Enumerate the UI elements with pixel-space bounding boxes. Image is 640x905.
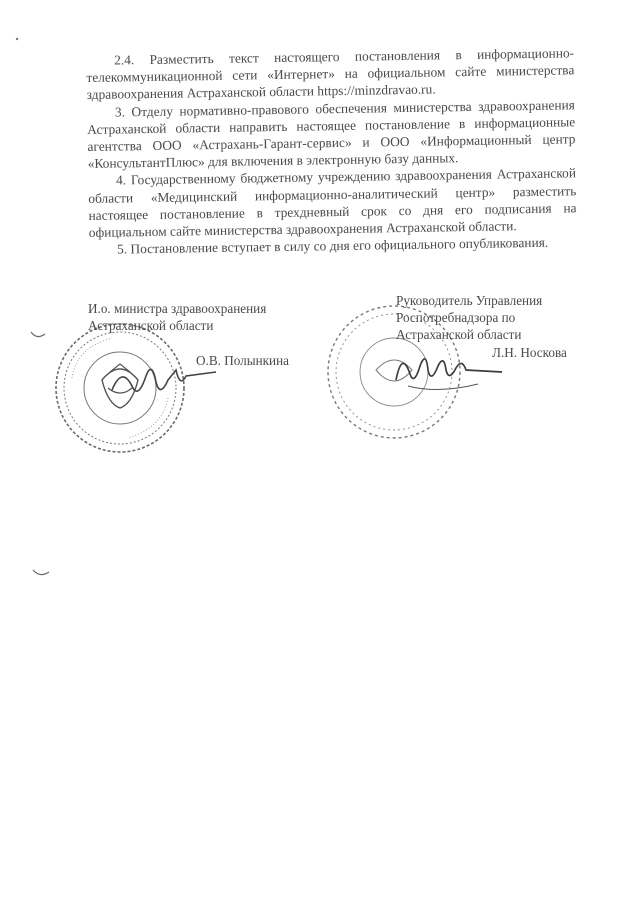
left-position-line1: И.о. министра здравоохранения: [88, 301, 267, 316]
right-signatory-name: Л.Н. Носкова: [492, 345, 567, 360]
paragraph-2-4: 2.4. Разместить текст настоящего постановления в информационно-телекоммуникационной сети «Интернет» на официальном сайте министерства здравоохранения Астраханской области https://minzdravao.ru.: [86, 45, 575, 103]
paragraph-5: 5. Постановление вступает в силу со дня его официального опубликования.: [116, 234, 549, 257]
right-signatory-block: [396, 292, 567, 360]
right-position-line2: Роспотребнадзора по: [396, 310, 516, 325]
left-signatory-block: [88, 300, 290, 368]
paragraph-3: 3. Отделу нормативно-правового обеспечения министерства здравоохранения Астраханской области направить настоящее постановление в информационные агентства ООО «Астрахань-Гарант-сервис» и ООО «Информационный центр «КонсультантПлюс» для включения в электронную базу данных.: [87, 96, 576, 172]
right-position-line3: Астраханской области: [396, 327, 522, 342]
left-position-line2: Астраханской области: [88, 318, 214, 333]
scan-mark-left-bottom: [32, 568, 50, 578]
scan-dot-top-left: [14, 36, 20, 42]
paragraph-4: 4. Государственному бюджетному учреждению здравоохранения Астраханской области «Медицинский информационно-аналитический центр» разместить настоящее постановление в трехдневный срок со дня его подписания на официальном сайте министерства здравоохранения Астраханской области.: [88, 165, 577, 241]
scan-mark-left-top: [30, 330, 46, 340]
resolution-body: [86, 44, 577, 258]
noskova-signature: [388, 342, 508, 398]
left-signatory-name: О.В. Полынкина: [196, 353, 290, 368]
right-position-line1: Руководитель Управления: [396, 293, 543, 308]
